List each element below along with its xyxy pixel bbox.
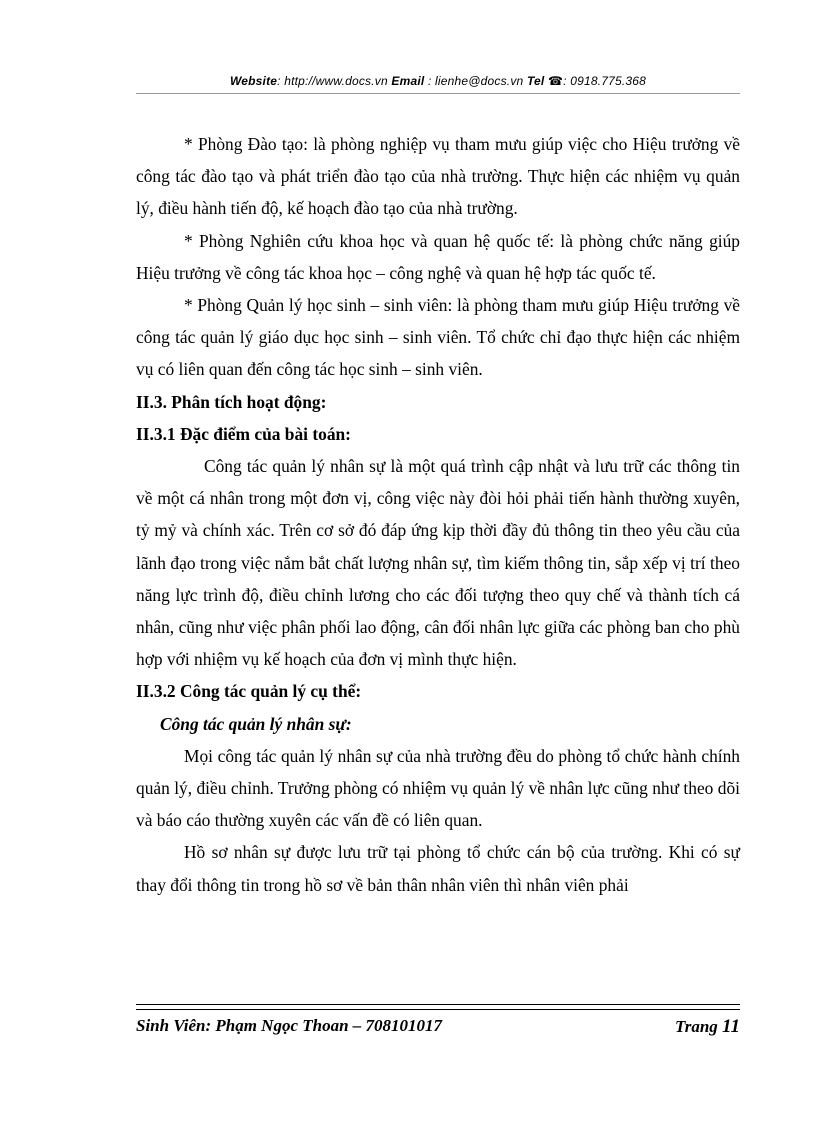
paragraph-moi-cong-tac: Mọi công tác quản lý nhân sự của nhà trường đều do phòng tổ chức hành chính quản lý, điều chỉnh. Trưởng phòng có nhiệm vụ quản lý về nhân lực cũng như theo dõi và báo cáo thường xuyên các vấn đề có liên quan. xyxy=(136,745,740,831)
heading-ii-3-2: II.3.2 Công tác quản lý cụ thể: xyxy=(136,681,362,702)
paragraph-phong-dao-tao: * Phòng Đào tạo: là phòng nghiệp vụ tham mưu giúp việc cho Hiệu trưởng về công tác đào tạo và phát triển đào tạo của nhà trường. Thực hiện các nhiệm vụ quản lý, điều hành tiến độ, kế hoạch đào tạo của nhà trường. xyxy=(136,134,740,219)
paragraph-phong-quan-ly-hssv: * Phòng Quản lý học sinh – sinh viên: là phòng tham mưu giúp Hiệu trưởng về công tác quản lý giáo dục học sinh – sinh viên. Tổ chức chỉ đạo thực hiện các nhiệm vụ có liên quan đến công tác học sinh – sinh viên. xyxy=(136,295,740,380)
phone-icon: ☎ xyxy=(548,74,564,88)
tel-label: Tel xyxy=(526,74,545,88)
document-body xyxy=(136,128,740,901)
paragraph-phong-nghien-cuu: * Phòng Nghiên cứu khoa học và quan hệ quốc tế: là phòng chức năng giúp Hiệu trưởng về công tác khoa học – công nghệ và quan hệ hợp tác quốc tế. xyxy=(136,230,740,283)
heading-ii-3: II.3. Phân tích hoạt động: xyxy=(136,391,327,412)
email-label: Email xyxy=(391,74,425,88)
page-label: Trang xyxy=(674,1017,718,1036)
page-number: 11 xyxy=(722,1016,740,1037)
footer-divider-bottom xyxy=(136,1009,740,1010)
paragraph-ho-so-nhan-su: Hồ sơ nhân sự được lưu trữ tại phòng tổ chức cán bộ của trường. Khi có sự thay đổi thông tin trong hồ sơ về bản thân nhân viên thì nhân viên phải xyxy=(136,842,740,895)
heading-ii-3-1: II.3.1 Đặc điểm của bài toán: xyxy=(136,423,351,444)
page-header xyxy=(136,74,740,88)
footer-page xyxy=(675,1016,740,1038)
tel-value: : 0918.775.368 xyxy=(563,74,647,88)
header-divider xyxy=(136,93,740,94)
footer-author: Sinh Viên: Phạm Ngọc Thoan – 708101017 xyxy=(136,1016,443,1035)
email-value: : lienhe@docs.vn xyxy=(427,74,524,88)
website-label: Website xyxy=(229,74,278,88)
paragraph-dac-diem: Công tác quản lý nhân sự là một quá trình cập nhật và lưu trữ các thông tin về một cá nhân trong một đơn vị, công việc này đòi hỏi phải tiến hành thường xuyên, tỷ mỷ và chính xác. Trên cơ sở đó đáp ứng kịp thời đầy đủ thông tin theo yêu cầu của lãnh đạo trong việc nắm bắt chất lượng nhân sự, tìm kiếm thông tin, sắp xếp vị trí theo năng lực trình độ, điều chỉnh lương cho các đối tượng theo quy chế và thành tích cá nhân, cũng như việc phân phối lao động, cân đối nhân lực giữa các phòng ban cho phù hợp với nhiệm vụ kế hoạch của đơn vị mình thực hiện. xyxy=(136,456,740,670)
footer-divider-top xyxy=(136,1004,740,1005)
subheading-cong-tac-quan-ly: Công tác quản lý nhân sự: xyxy=(160,713,352,734)
website-value: : http://www.docs.vn xyxy=(277,74,388,88)
